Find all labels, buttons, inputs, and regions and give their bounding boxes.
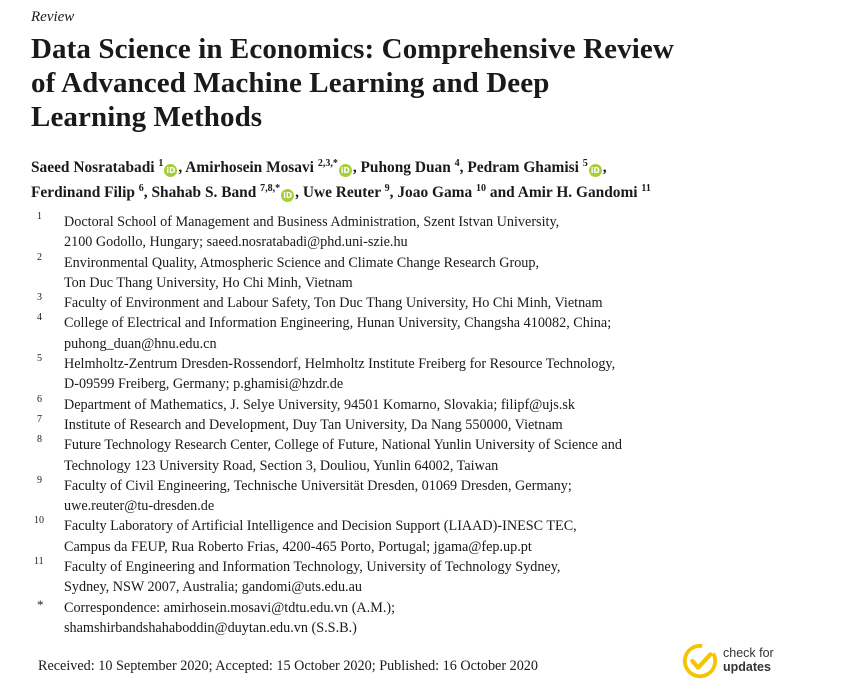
affiliation-item bbox=[31, 516, 821, 557]
title-line: of Advanced Machine Learning and Deep bbox=[31, 67, 550, 99]
affiliation-number: 9 bbox=[37, 474, 42, 486]
affiliation-text-line: College of Electrical and Information Engineering, Hunan University, Changsha 410082, China; bbox=[64, 315, 612, 332]
affiliation-list bbox=[31, 212, 821, 638]
affiliation-item bbox=[31, 598, 821, 639]
author-affiliation-marker: 10 bbox=[476, 183, 487, 194]
affiliation-text-line: Future Technology Research Center, College of Future, National Yunlin University of Science and bbox=[64, 437, 622, 454]
affiliation-item bbox=[31, 313, 821, 354]
affiliation-text-line: Faculty of Engineering and Information Technology, University of Technology Sydney, bbox=[64, 559, 561, 576]
affiliation-text-line: Institute of Research and Development, Duy Tan University, Da Nang 550000, Vietnam bbox=[64, 416, 563, 433]
author bbox=[151, 184, 295, 201]
affiliation-number: 6 bbox=[37, 393, 42, 405]
affiliation-number: 8 bbox=[37, 434, 42, 446]
author-affiliation-marker: 7,8,* bbox=[260, 183, 281, 194]
affiliation-text-line: Helmholtz-Zentrum Dresden-Rossendorf, Helmholtz Institute Freiberg for Resource Technology, bbox=[64, 356, 616, 373]
affiliation-text-line: uwe.reuter@tu-dresden.de bbox=[64, 498, 215, 515]
author bbox=[303, 184, 390, 201]
affiliation-item bbox=[31, 395, 821, 415]
affiliation-item bbox=[31, 476, 821, 517]
author bbox=[467, 159, 602, 176]
affiliation-text-line: Sydney, NSW 2007, Australia; gandomi@uts.edu.au bbox=[64, 579, 362, 596]
affiliation-text-line: Faculty Laboratory of Artificial Intelligence and Decision Support (LIAAD)-INESC TEC, bbox=[64, 518, 577, 535]
author-list bbox=[31, 155, 821, 205]
author-name: Amir H. Gandomi bbox=[517, 184, 638, 201]
affiliation-item bbox=[31, 253, 821, 294]
orcid-icon[interactable]: iD bbox=[281, 189, 294, 202]
affiliation-number: 2 bbox=[37, 251, 42, 263]
author-affiliation-marker: 11 bbox=[641, 183, 651, 194]
affiliation-number: 4 bbox=[37, 312, 42, 324]
author-name: Amirhosein Mosavi bbox=[185, 159, 314, 176]
author-name: Pedram Ghamisi bbox=[467, 159, 579, 176]
author-name: Shahab S. Band bbox=[151, 184, 257, 201]
author-line: Saeed Nosratabadi $^1$iD , Amirhosein Mosavi $^{2,3,*}$iD , Puhong Duan $^4$, Pedram Ghamisi $^5$iD , bbox=[31, 158, 607, 176]
affiliation-text-line: 2100 Godollo, Hungary; saeed.nosratabadi@phd.uni-szie.hu bbox=[64, 234, 408, 251]
affiliation-number: 10 bbox=[34, 515, 44, 527]
check-circle-icon bbox=[681, 642, 719, 680]
affiliation-item bbox=[31, 354, 821, 395]
affiliation-item bbox=[31, 293, 821, 313]
author bbox=[518, 184, 651, 201]
affiliation-text-line: shamshirbandshahaboddin@duytan.edu.vn (S.S.B.) bbox=[64, 619, 357, 636]
affiliation-text-line: puhong_duan@hnu.edu.cn bbox=[64, 335, 217, 352]
affiliation-number: 3 bbox=[37, 292, 42, 304]
author-name: Puhong Duan bbox=[360, 159, 451, 176]
author bbox=[185, 159, 353, 176]
affiliation-item bbox=[31, 212, 821, 253]
publication-dates: Received: 10 September 2020; Accepted: 15 October 2020; Published: 16 October 2020 bbox=[38, 658, 538, 674]
affiliation-text-line: Department of Mathematics, J. Selye University, 94501 Komarno, Slovakia; filipf@ujs.sk bbox=[64, 396, 575, 413]
affiliation-number: * bbox=[37, 596, 44, 612]
affiliation-item bbox=[31, 415, 821, 435]
affiliation-item bbox=[31, 557, 821, 598]
affiliation-text-line: Ton Duc Thang University, Ho Chi Minh, Vietnam bbox=[64, 274, 353, 291]
title-line: Learning Methods bbox=[31, 101, 263, 133]
check-for-updates-badge[interactable] bbox=[681, 642, 821, 682]
author-affiliation-marker: 9 bbox=[384, 183, 390, 194]
orcid-icon[interactable]: iD bbox=[339, 164, 352, 177]
affiliation-item bbox=[31, 435, 821, 476]
check-updates-line1: check for bbox=[723, 646, 774, 660]
author-name: Saeed Nosratabadi bbox=[31, 159, 155, 176]
check-updates-line2: updates bbox=[723, 660, 771, 674]
orcid-icon[interactable]: iD bbox=[164, 164, 177, 177]
affiliation-number: 11 bbox=[34, 556, 44, 568]
author bbox=[31, 184, 144, 201]
affiliation-text-line: Environmental Quality, Atmospheric Science and Climate Change Research Group, bbox=[64, 254, 540, 271]
affiliation-number: 5 bbox=[37, 353, 42, 365]
author-affiliation-marker: 1 bbox=[158, 158, 164, 169]
author-affiliation-marker: 5 bbox=[582, 158, 588, 169]
affiliation-text-line: Faculty of Environment and Labour Safety, Ton Duc Thang University, Ho Chi Minh, Vietnam bbox=[64, 295, 603, 312]
author-affiliation-marker: 6 bbox=[138, 183, 144, 194]
article-title bbox=[31, 32, 811, 134]
author-name: Joao Gama bbox=[397, 184, 473, 201]
affiliation-text-line: Campus da FEUP, Rua Roberto Frias, 4200-465 Porto, Portugal; jgama@fep.up.pt bbox=[64, 538, 532, 555]
orcid-icon[interactable]: iD bbox=[589, 164, 602, 177]
author bbox=[31, 159, 178, 176]
author-line: Ferdinand Filip $^6$, Shahab S. Band $^{7,8,*}$iD , Uwe Reuter $^9$, Joao Gama $^{10}$ and Amir H. Gandomi $^{11}$ bbox=[31, 183, 651, 201]
affiliation-text-line: Faculty of Civil Engineering, Technische Universität Dresden, 01069 Dresden, Germany; bbox=[64, 477, 572, 494]
author bbox=[397, 184, 486, 201]
author-affiliation-marker: 4 bbox=[454, 158, 460, 169]
author-name: Ferdinand Filip bbox=[31, 184, 135, 201]
affiliation-text-line: D-09599 Freiberg, Germany; p.ghamisi@hzdr.de bbox=[64, 376, 344, 393]
affiliation-text-line: Correspondence: amirhosein.mosavi@tdtu.edu.vn (A.M.); bbox=[64, 599, 396, 616]
affiliation-number: 7 bbox=[37, 413, 42, 425]
author-name: Uwe Reuter bbox=[302, 184, 381, 201]
article-type: Review bbox=[31, 9, 75, 25]
author bbox=[361, 159, 460, 176]
affiliation-text-line: Doctoral School of Management and Business Administration, Szent Istvan University, bbox=[64, 214, 560, 230]
author-affiliation-marker: 2,3,* bbox=[317, 158, 338, 169]
affiliation-text-line: Technology 123 University Road, Section 3, Douliou, Yunlin 64002, Taiwan bbox=[64, 457, 499, 474]
affiliation-number: 1 bbox=[37, 211, 42, 222]
title-line: Data Science in Economics: Comprehensive Review bbox=[31, 33, 674, 65]
